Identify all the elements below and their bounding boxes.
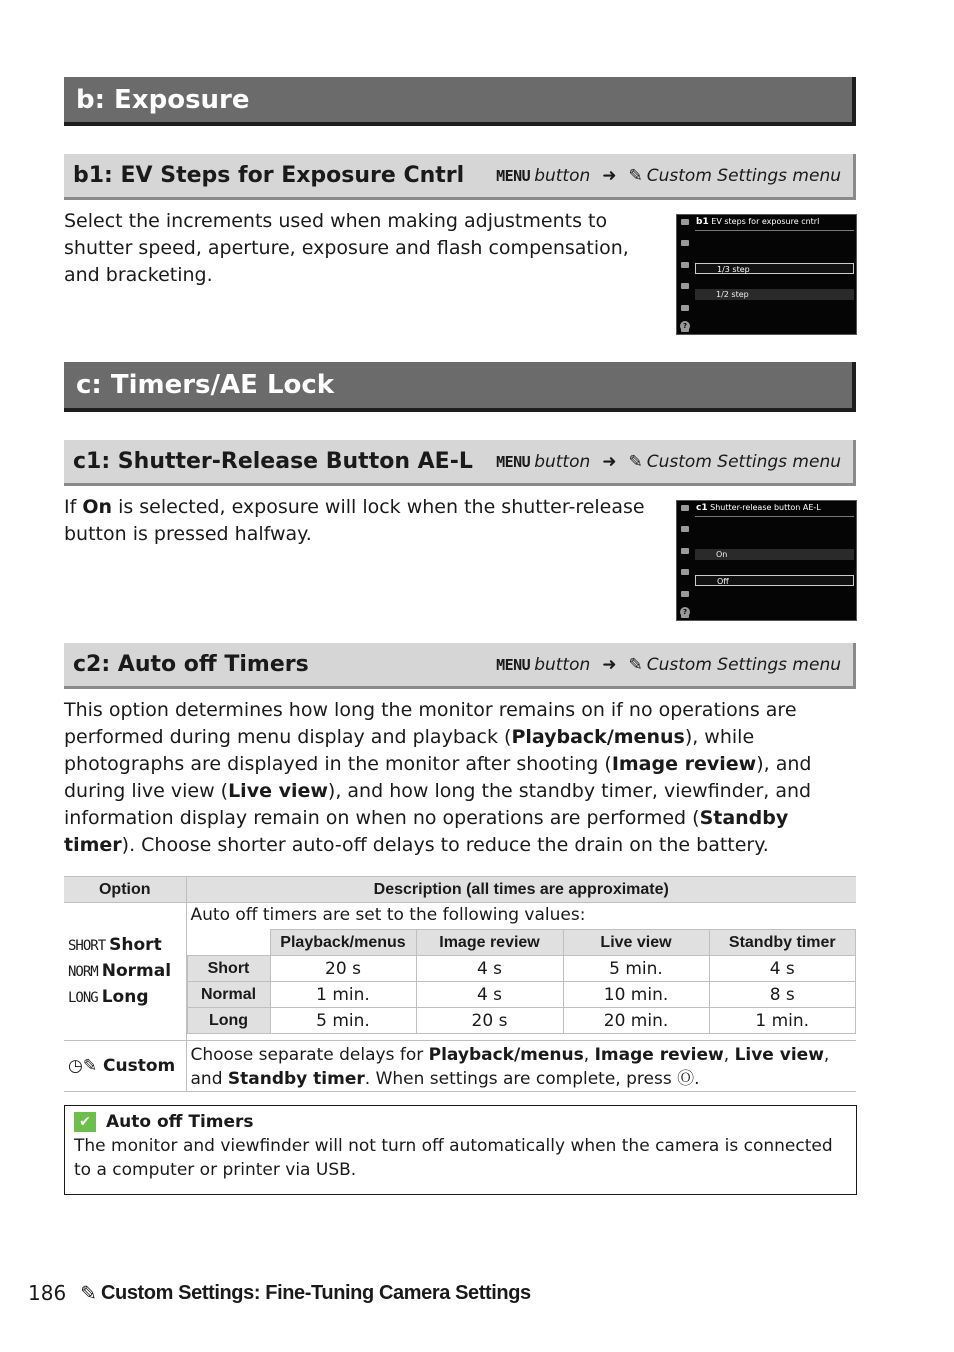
table-cell: 5 min. xyxy=(270,1008,416,1034)
table-header-option: Option xyxy=(64,877,186,903)
table-row xyxy=(187,1008,856,1034)
menu-path-c1 xyxy=(496,452,841,472)
custom-menu-label: Custom Settings menu xyxy=(646,165,841,186)
help-icon: ? xyxy=(680,607,690,617)
c1-camera-screen xyxy=(676,500,857,621)
custom-timer-icon: ◷✎ xyxy=(68,1055,98,1076)
screen-option: Off xyxy=(695,575,854,586)
pencil-icon: ✎ xyxy=(628,451,643,472)
custom-menu-label: Custom Settings menu xyxy=(646,451,841,472)
row-header: Long xyxy=(187,1008,270,1034)
page-footer xyxy=(28,1281,531,1305)
screen-title: b1 EV steps for exposure cntrl xyxy=(696,217,820,227)
screen-menu-tabs xyxy=(679,505,691,618)
help-icon: ? xyxy=(680,321,690,331)
c1-description: If On is selected, exposure will lock when the shutter-release button is pressed halfway. xyxy=(64,496,645,545)
option-short: SHORT Short xyxy=(68,934,162,955)
pencil-icon: ✎ xyxy=(628,165,643,186)
b1-description: Select the increments used when making adjustments to shutter speed, aperture, exposure and flash compensation, and bracketing. xyxy=(64,210,629,286)
section-banner-b xyxy=(64,77,856,126)
screen-option: On xyxy=(695,549,854,560)
custom-description: Choose separate delays for Playback/menus, Image review, Live view, and Standby timer. When settings are complete, press Ⓞ. xyxy=(186,1041,856,1092)
b1-camera-screen xyxy=(676,214,857,335)
table-cell: 4 s xyxy=(416,982,563,1008)
preset-option-names xyxy=(64,903,186,1041)
subheading-c1 xyxy=(64,440,856,486)
option-long: LONG Long xyxy=(68,986,149,1007)
subheading-title-c2: c2: Auto off Timers xyxy=(73,652,309,677)
arrow-icon: ➜ xyxy=(602,654,617,675)
subheading-c2 xyxy=(64,643,856,689)
row-header: Normal xyxy=(187,982,270,1008)
arrow-icon: ➜ xyxy=(602,165,617,186)
subheading-title-c1: c1: Shutter-Release Button AE-L xyxy=(73,449,473,474)
screen-title: c1 Shutter-release button AE-L xyxy=(696,503,821,513)
subheading-title-b1: b1: EV Steps for Exposure Cntrl xyxy=(73,163,465,188)
page-number: 186 xyxy=(28,1281,67,1305)
table-row xyxy=(187,982,856,1008)
menu-key-label: MENU xyxy=(496,452,531,471)
custom-menu-label: Custom Settings menu xyxy=(646,654,841,675)
checkmark-icon: ✔ xyxy=(74,1112,96,1132)
table-cell: 8 s xyxy=(709,982,856,1008)
note-title: ✔ Auto off Timers xyxy=(74,1110,847,1134)
column-header: Standby timer xyxy=(709,930,856,956)
option-normal: NORM Normal xyxy=(68,960,172,981)
button-word: button xyxy=(534,165,591,186)
auto-off-options-table xyxy=(64,876,856,1092)
table-cell: 20 s xyxy=(416,1008,563,1034)
table-cell: 4 s xyxy=(416,956,563,982)
section-banner-c xyxy=(64,362,856,412)
preset-intro: Auto off timers are set to the following values: xyxy=(190,905,586,925)
menu-path-c2 xyxy=(496,655,841,675)
table-cell: 4 s xyxy=(709,956,856,982)
section-title-b: b: Exposure xyxy=(76,84,250,115)
subheading-b1 xyxy=(64,154,856,200)
chapter-title: Custom Settings: Fine-Tuning Camera Settings xyxy=(100,1281,531,1304)
section-title-c: c: Timers/AE Lock xyxy=(76,370,335,400)
button-word: button xyxy=(534,654,591,675)
option-custom: ◷✎ Custom xyxy=(64,1041,186,1092)
button-word: button xyxy=(534,451,591,472)
c2-description: This option determines how long the monitor remains on if no operations are performed during menu display and playback (Playback/menus), while photographs are displayed in the monitor after shooting (Image review), and during live view (Live view), and how long the standby timer, viewfinder, and information display remain on when no operations are performed (Standby timer). Choose shorter auto-off delays to reduce the drain on the battery. xyxy=(64,699,812,856)
screen-option: 1/3 step xyxy=(695,263,854,274)
table-cell: 5 min. xyxy=(563,956,709,982)
timer-values-table xyxy=(187,929,857,1034)
note-body: The monitor and viewfinder will not turn off automatically when the camera is connected to a computer or printer via USB. xyxy=(74,1136,833,1180)
pencil-icon: ✎ xyxy=(80,1281,97,1305)
column-header: Live view xyxy=(563,930,709,956)
screen-option: 1/2 step xyxy=(695,289,854,300)
pencil-icon: ✎ xyxy=(628,654,643,675)
arrow-icon: ➜ xyxy=(602,451,617,472)
note-box xyxy=(64,1105,857,1195)
table-cell: 1 min. xyxy=(270,982,416,1008)
table-row xyxy=(187,956,856,982)
screen-menu-tabs xyxy=(679,219,691,332)
table-header-description: Description (all times are approximate) xyxy=(186,877,856,903)
column-header: Playback/menus xyxy=(270,930,416,956)
menu-key-label: MENU xyxy=(496,655,531,674)
column-header: Image review xyxy=(416,930,563,956)
menu-key-label: MENU xyxy=(496,166,531,185)
table-cell: 10 min. xyxy=(563,982,709,1008)
preset-description xyxy=(186,903,856,1041)
table-cell: 20 s xyxy=(270,956,416,982)
table-cell: 1 min. xyxy=(709,1008,856,1034)
menu-path-b1 xyxy=(496,166,841,186)
table-cell: 20 min. xyxy=(563,1008,709,1034)
row-header: Short xyxy=(187,956,270,982)
